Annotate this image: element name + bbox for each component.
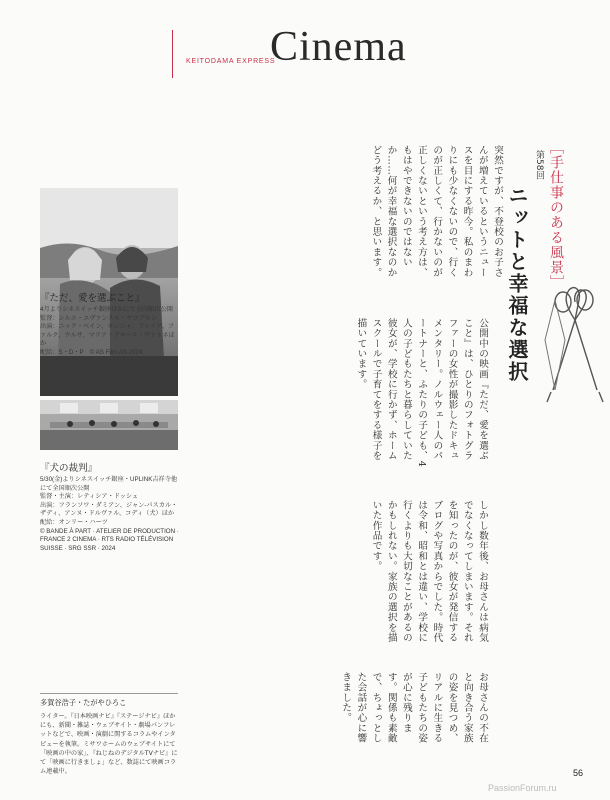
article-body-2: 公開中の映画『ただ、愛を選ぶこと』は、ひとりのフォトグラファーの女性が撮影したドキュメンタリー。ノルウェー人のパートナーと、ふたりの子ども、4人の子どもたちと暮らしていた彼女が、学校に行かず、ホームスクールで子育てをする様子を描いています。: [355, 318, 488, 468]
series-title: ニットと幸福な選択: [505, 185, 529, 383]
series-label: [548, 140, 564, 290]
header-rule: [172, 30, 173, 78]
film2-title: 『犬の裁判』: [40, 463, 98, 474]
film2-info: [40, 476, 180, 553]
film2-still-photo: [40, 400, 178, 450]
header-subtitle: KEITODAMA EXPRESS: [186, 58, 276, 65]
film1-info-line: 監督：シルエ・エヴァンスモ・ヤコブセン: [40, 314, 158, 322]
watermark: PassionForum.ru: [488, 783, 557, 793]
film1-info-line: 4月よりシネスイッチ銀座ほかにて全国順次公開: [40, 306, 173, 313]
film2-info-line: 配給：オンリー・ハーツ: [40, 518, 108, 526]
film1-info-line: 出演：ニック・ベイン、ロンニャ、フレイア、ファルク、ウルサ、マリア・グロース・ヴァトネほか: [40, 323, 175, 348]
film1-info: [40, 306, 180, 358]
series-number: 第58回: [534, 150, 544, 180]
film1-title: 『ただ、愛を選ぶこと』: [40, 293, 145, 304]
header-title: Cinema: [270, 24, 407, 70]
page-number: 56: [573, 768, 584, 778]
writer-bio: ライター。『日本映画ナビ』『ステージナビ』ほかにも、新聞・雑誌・ウェブサイト・劇場パンフレットなどで、映画・演劇に関するコラムやインタビューを執筆。ミサワホームのウェブサイトにて「映画の中の家」、『ねじねのデジタルTVナビ』にて「映画に行きましょ」など、数誌にて映画コラム連載中。: [40, 713, 178, 776]
article-body-4: お母さんの不在と向き合う家族の姿を見つめ、リアルに生きる子どもたちの姿が心に残ります。関係も素敵で、ちょっとした会話が心に響きました。: [340, 672, 488, 744]
article-body-3: しかし数年後、お母さんは病気でなくなってしまいます。それを知ったのが、彼女が発信するブログや写真からでした。時代は令和、昭和とは違い、学校に行くよりも大切なことがあるのかもしれない。家族の選択を描いた作品です。: [370, 500, 488, 643]
scissors-blade-icon: [540, 300, 570, 390]
writer-name: 多賀谷浩子・たがやひろこ: [40, 698, 127, 707]
film2-info-line: © BANDE À PART · ATELIER DE PRODUCTION · FRANCE 2 CINEMA · RTS RADIO TÉLÉVISION SUISSE · SRG SSR · 2024: [40, 527, 179, 552]
series-label-open: ［: [548, 140, 564, 155]
series-label-text: 手仕事のある風景: [548, 155, 564, 275]
film2-info-line: 監督・主演：レティシア・ドッシュ: [40, 493, 139, 501]
series-label-close: ］: [548, 275, 564, 290]
article-body-1: 突然ですが、不登校のお子さんが増えているというニュースを目にする昨今。私のまわりにも少なくないので、行くのが正しくて、行かないのが正しくないという考え方は、もはやできないのではないか……何が幸福な選択なのかどう考えるか、と思います。: [370, 145, 503, 278]
footer-rule: [40, 693, 178, 694]
film1-info-line: 配給：S・D・P © AS Film AS 2024: [40, 348, 143, 356]
film2-info-line: 出演：フランソワ・ダミアン、ジャン-パスカル・ザディ、アンヌ・ドルヴァル、コディ（犬）ほか: [40, 501, 178, 518]
film2-info-line: 5/30(金)よりシネスイッチ銀座・UPLINK吉祥寺他にて全国順次公開: [40, 476, 178, 492]
